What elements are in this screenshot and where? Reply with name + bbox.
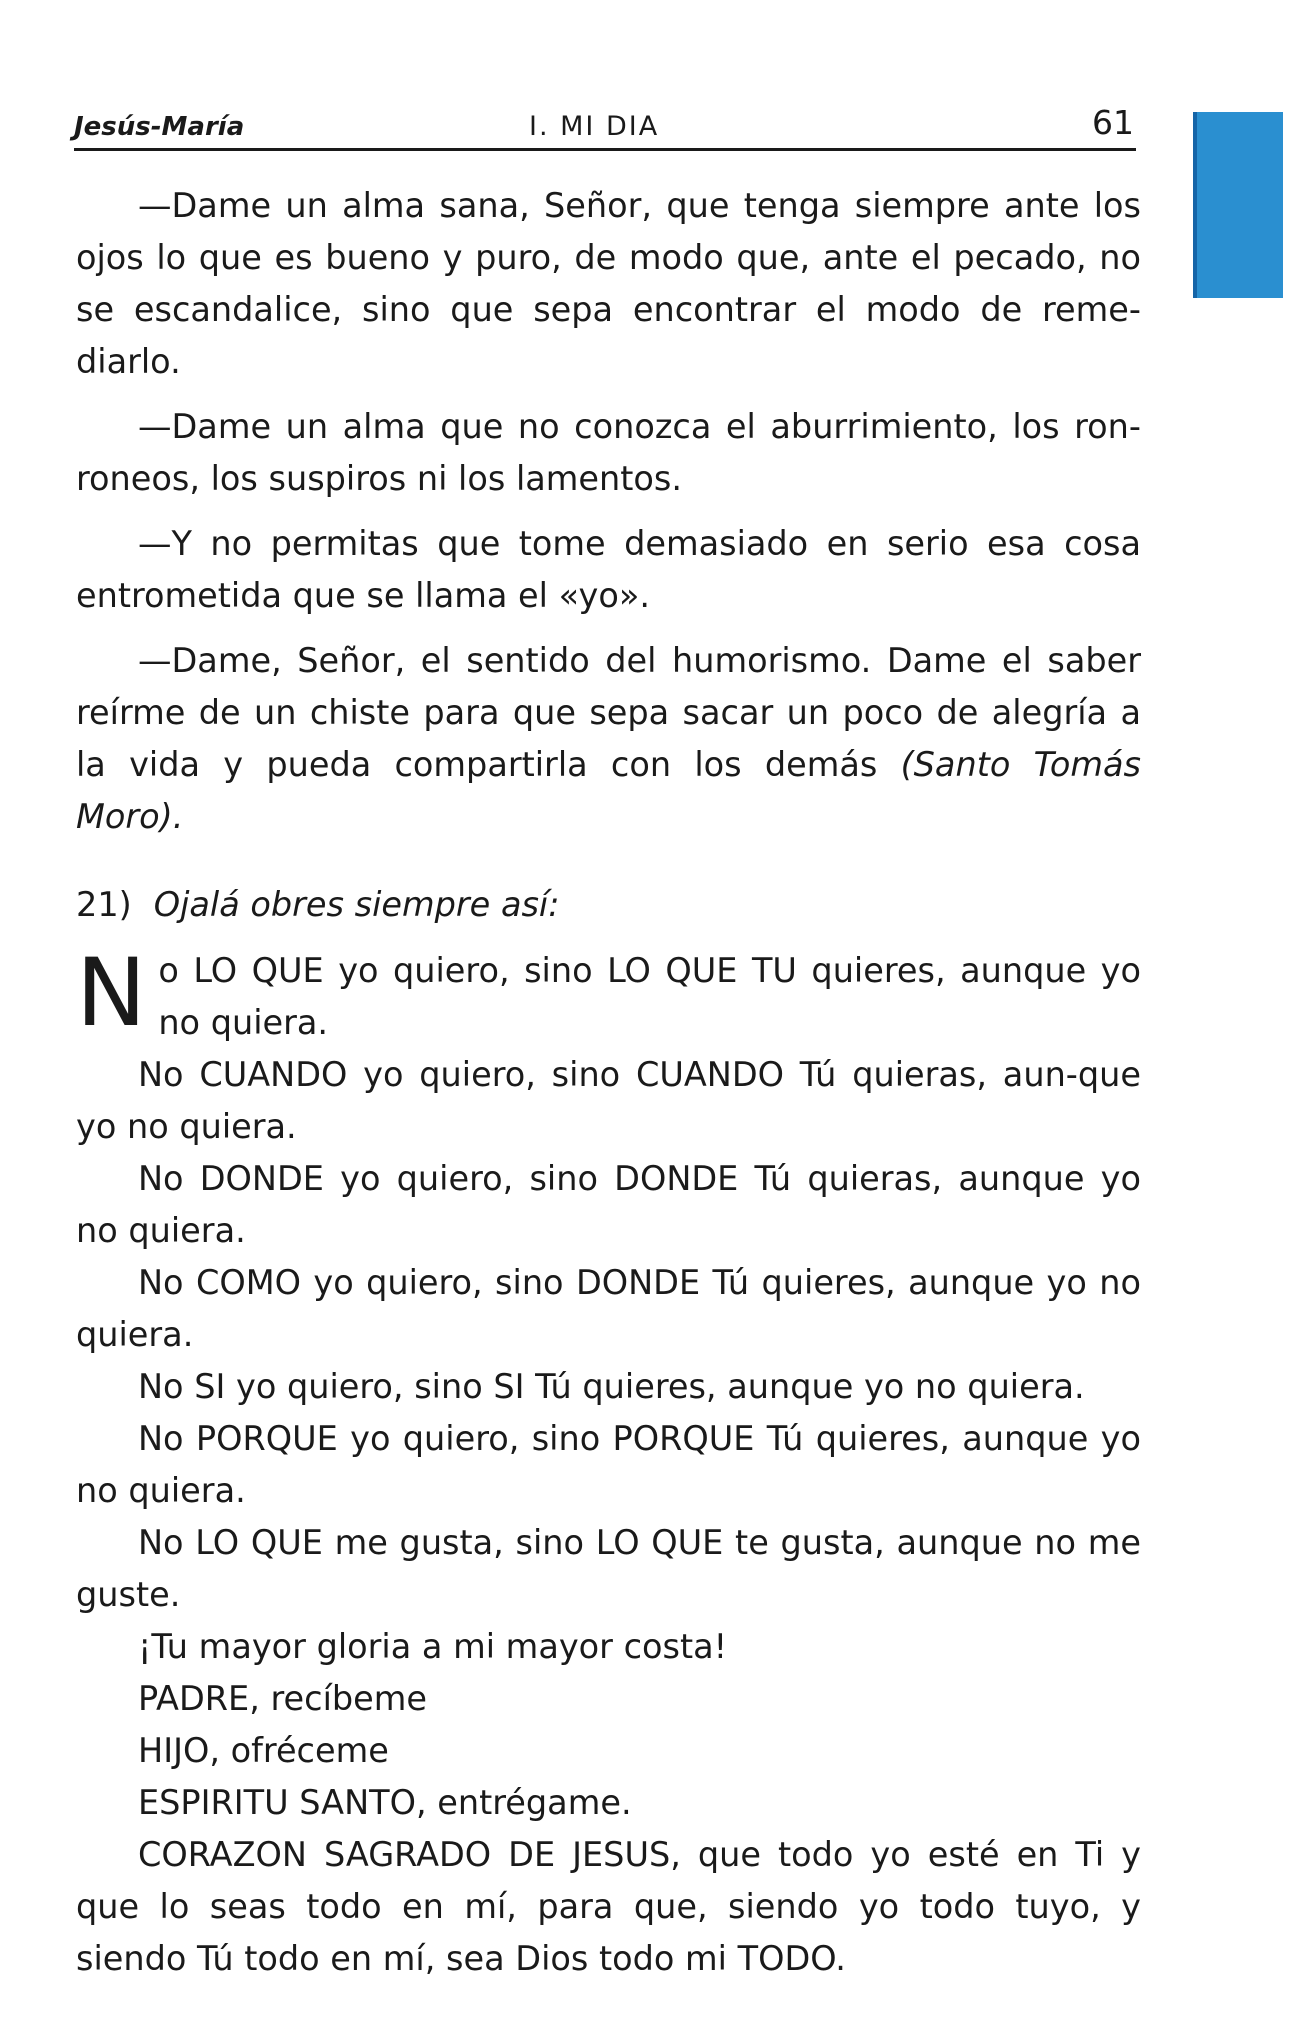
- running-header: [74, 92, 1136, 151]
- paragraph-text: o LO QUE yo quiero, sino LO QUE TU quieres, aunque yo no quiera.: [158, 951, 1141, 1042]
- paragraph-text: —Dame, Señor, el sentido del humorismo. Dame el saber reírme de un chiste para que sepa sacar un poco de alegría a la vida y pueda compartirla con los demás: [76, 641, 1141, 784]
- list-line: [76, 1725, 1141, 1777]
- paragraph: [76, 401, 1141, 505]
- dropcap-paragraph: [76, 939, 1141, 1049]
- line-text: No CUANDO yo quiero, sino CUANDO Tú quieras, aun-que yo no quiera.: [76, 1055, 1141, 1146]
- list-line: [76, 1673, 1141, 1725]
- drop-cap-letter: N: [76, 939, 147, 1048]
- list-line: [76, 1777, 1141, 1829]
- line-text: HIJO, ofréceme: [138, 1731, 389, 1770]
- line-text: No DONDE yo quiero, sino DONDE Tú quieras, aunque yo no quiera.: [76, 1159, 1141, 1250]
- list-line: [76, 1153, 1141, 1257]
- paragraph-text: —Y no permitas que tome demasiado en serio esa cosa entrometida que se llama el «yo».: [76, 524, 1141, 615]
- list-line: [76, 1361, 1141, 1413]
- line-text: No PORQUE yo quiero, sino PORQUE Tú quieres, aunque yo no quiera.: [76, 1419, 1141, 1510]
- section-number: 21): [76, 885, 132, 924]
- list-line: [76, 1517, 1141, 1621]
- header-chapter-title: I. MI DIA: [529, 111, 660, 142]
- list-line: [76, 1049, 1141, 1153]
- list-line: [76, 1621, 1141, 1673]
- paragraph: [76, 635, 1141, 843]
- line-text: ESPIRITU SANTO, entrégame.: [138, 1783, 632, 1822]
- line-text: No COMO yo quiero, sino DONDE Tú quieres, aunque yo no quiera.: [76, 1263, 1141, 1354]
- section-title: Ojalá obres siempre así:: [153, 885, 560, 924]
- body-text: [76, 180, 1141, 1985]
- list-line: [76, 1257, 1141, 1361]
- line-text: No SI yo quiero, sino SI Tú quieres, aunque yo no quiera.: [138, 1367, 1085, 1406]
- page-number: 61: [1092, 103, 1134, 142]
- line-text: CORAZON SAGRADO DE JESUS, que todo yo esté en Ti y que lo seas todo en mí, para que, siendo yo todo tuyo, y siendo Tú todo en mí, sea Dios todo mi TODO.: [76, 1835, 1141, 1978]
- list-line: [76, 1413, 1141, 1517]
- citation: (Santo Tomás Moro).: [76, 745, 1142, 836]
- line-text: No LO QUE me gusta, sino LO QUE te gusta, aunque no me guste.: [76, 1523, 1141, 1614]
- line-text: PADRE, recíbeme: [138, 1679, 428, 1718]
- paragraph-text: —Dame un alma que no conozca el aburrimiento, los ron-roneos, los suspiros ni los lamentos.: [76, 407, 1141, 498]
- section-thumb-tab: [1193, 112, 1283, 298]
- paragraph-text: —Dame un alma sana, Señor, que tenga siempre ante los ojos lo que es bueno y puro, de modo que, ante el pecado, no se escandalice, sino que sepa encontrar el modo de reme-diarlo.: [76, 186, 1141, 381]
- header-book-title: Jesús-María: [74, 112, 245, 142]
- line-text: ¡Tu mayor gloria a mi mayor costa!: [138, 1627, 728, 1666]
- section-heading: [76, 879, 1141, 931]
- list-line: [76, 1829, 1141, 1985]
- paragraph: [76, 518, 1141, 622]
- paragraph: [76, 180, 1141, 388]
